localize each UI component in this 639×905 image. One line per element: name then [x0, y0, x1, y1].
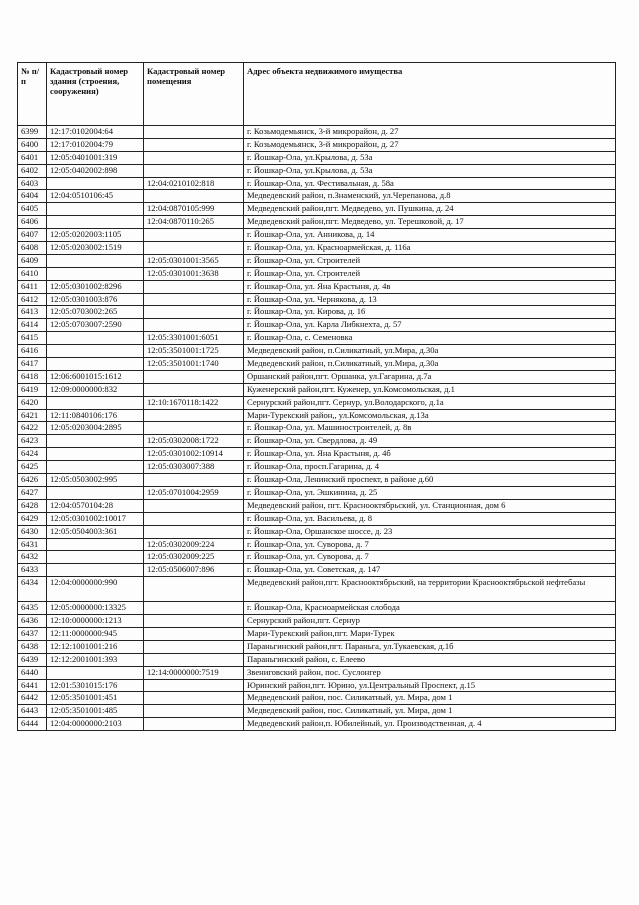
table-row: [18, 293, 616, 306]
table-row: [18, 229, 616, 242]
building-cadastral-number: [47, 551, 144, 564]
table-row: [18, 345, 616, 358]
premises-cadastral-number: [144, 692, 244, 705]
property-address: г. Йошкар-Ола, ул. Красноармейская, д. 116а: [244, 242, 616, 255]
property-address: Медведевский район,пгт. Краснооктябрьский, на территории Краснооктябрьской нефтебазы: [244, 577, 616, 602]
row-number: 6437: [18, 627, 47, 640]
property-registry-table: [17, 62, 616, 731]
building-cadastral-number: 12:05:0703002:265: [47, 306, 144, 319]
property-address: г. Козьмодемьянск, 3-й микрорайон, д. 27: [244, 138, 616, 151]
table-row: [18, 512, 616, 525]
row-number: 6403: [18, 177, 47, 190]
premises-cadastral-number: 12:05:0303007:388: [144, 461, 244, 474]
table-row: [18, 564, 616, 577]
premises-cadastral-number: [144, 409, 244, 422]
property-address: Юринский район,пгт. Юрино, ул.Центральный Проспект, д.15: [244, 679, 616, 692]
table-row: [18, 486, 616, 499]
row-number: 6431: [18, 538, 47, 551]
building-cadastral-number: 12:04:0510106:45: [47, 190, 144, 203]
building-cadastral-number: 12:11:0000000:945: [47, 627, 144, 640]
table-row: [18, 627, 616, 640]
row-number: 6408: [18, 242, 47, 255]
row-number: 6434: [18, 577, 47, 602]
table-row: [18, 151, 616, 164]
building-cadastral-number: [47, 203, 144, 216]
property-address: г. Йошкар-Ола, ул. Строителей: [244, 267, 616, 280]
table-row: [18, 705, 616, 718]
table-header-row: [18, 63, 616, 126]
premises-cadastral-number: 12:10:1670118:1422: [144, 396, 244, 409]
property-address: Мари-Турекский район,пгт. Мари-Турек: [244, 627, 616, 640]
premises-cadastral-number: [144, 126, 244, 139]
building-cadastral-number: 12:04:0570104:28: [47, 499, 144, 512]
premises-cadastral-number: [144, 280, 244, 293]
building-cadastral-number: 12:05:0504003:361: [47, 525, 144, 538]
row-number: 6414: [18, 319, 47, 332]
row-number: 6401: [18, 151, 47, 164]
property-address: Медведевский район, п.Знаменский, ул.Черепанова, д.8: [244, 190, 616, 203]
table-row: [18, 280, 616, 293]
premises-cadastral-number: [144, 319, 244, 332]
property-address: г. Йошкар-Ола, ул. Машиностроителей, д. 8в: [244, 422, 616, 435]
property-address: Медведевский район,п. Юбилейный, ул. Производственная, д. 4: [244, 718, 616, 731]
building-cadastral-number: 12:12:1001001:216: [47, 640, 144, 653]
premises-cadastral-number: [144, 306, 244, 319]
building-cadastral-number: 12:04:0000000:990: [47, 577, 144, 602]
property-address: Параньгинский район, с. Елеево: [244, 653, 616, 666]
table-row: [18, 383, 616, 396]
premises-cadastral-number: 12:04:0870110:265: [144, 216, 244, 229]
building-cadastral-number: [47, 267, 144, 280]
table-row: [18, 435, 616, 448]
property-address: г. Йошкар-Ола, ул. Васильева, д. 8: [244, 512, 616, 525]
row-number: 6426: [18, 474, 47, 487]
premises-cadastral-number: [144, 718, 244, 731]
property-address: Параньгинский район,пгт. Параньга, ул.Тукаевская, д.1б: [244, 640, 616, 653]
building-cadastral-number: 12:05:0703007:2590: [47, 319, 144, 332]
table-row: [18, 461, 616, 474]
premises-cadastral-number: [144, 653, 244, 666]
building-cadastral-number: [47, 358, 144, 371]
premises-cadastral-number: [144, 190, 244, 203]
building-cadastral-number: 12:12:2001001:393: [47, 653, 144, 666]
property-address: г. Йошкар-Ола, ул. Эшкинина, д. 25: [244, 486, 616, 499]
row-number: 6416: [18, 345, 47, 358]
row-number: 6412: [18, 293, 47, 306]
building-cadastral-number: [47, 564, 144, 577]
table-row: [18, 551, 616, 564]
property-address: Медведевский район, п.Силикатный, ул.Мира, д.30а: [244, 345, 616, 358]
premises-cadastral-number: [144, 229, 244, 242]
property-address: Медведевский район, пос. Силикатный, ул. Мира, дом 1: [244, 705, 616, 718]
building-cadastral-number: [47, 666, 144, 679]
row-number: 6421: [18, 409, 47, 422]
building-cadastral-number: 12:05:0301002:8296: [47, 280, 144, 293]
table-row: [18, 254, 616, 267]
building-cadastral-number: [47, 254, 144, 267]
property-address: Куженерский район,пгт. Куженер, ул.Комсомольская, д.1: [244, 383, 616, 396]
premises-cadastral-number: 12:05:0301001:3565: [144, 254, 244, 267]
building-cadastral-number: [47, 216, 144, 229]
row-number: 6427: [18, 486, 47, 499]
building-cadastral-number: 12:01:5301015:176: [47, 679, 144, 692]
building-cadastral-number: 12:05:3501001:485: [47, 705, 144, 718]
row-number: 6405: [18, 203, 47, 216]
row-number: 6424: [18, 448, 47, 461]
premises-cadastral-number: 12:05:3501001:1725: [144, 345, 244, 358]
table-row: [18, 474, 616, 487]
property-address: г. Йошкар-Ола, ул. Яна Крастыня, д. 4б: [244, 448, 616, 461]
table-row: [18, 242, 616, 255]
row-number: 6423: [18, 435, 47, 448]
table-row: [18, 499, 616, 512]
table-row: [18, 358, 616, 371]
row-number: 6411: [18, 280, 47, 293]
table-row: [18, 319, 616, 332]
building-cadastral-number: [47, 486, 144, 499]
row-number: 6436: [18, 615, 47, 628]
table-row: [18, 190, 616, 203]
row-number: 6425: [18, 461, 47, 474]
premises-cadastral-number: [144, 293, 244, 306]
table-row: [18, 615, 616, 628]
premises-cadastral-number: [144, 164, 244, 177]
property-address: Медведевский район,пгт. Медведево, ул. Пушкина, д. 24: [244, 203, 616, 216]
table-row: [18, 409, 616, 422]
row-number: 6422: [18, 422, 47, 435]
row-number: 6432: [18, 551, 47, 564]
premises-cadastral-number: [144, 474, 244, 487]
premises-cadastral-number: 12:14:0000000:7519: [144, 666, 244, 679]
table-row: [18, 306, 616, 319]
row-number: 6428: [18, 499, 47, 512]
table-row: [18, 602, 616, 615]
premises-cadastral-number: [144, 242, 244, 255]
property-address: г. Йошкар-Ола, ул.Крылова, д. 53а: [244, 151, 616, 164]
premises-cadastral-number: 12:04:0210102:818: [144, 177, 244, 190]
building-cadastral-number: 12:10:0000000:1213: [47, 615, 144, 628]
premises-cadastral-number: 12:05:0301002:10914: [144, 448, 244, 461]
row-number: 6406: [18, 216, 47, 229]
premises-cadastral-number: [144, 705, 244, 718]
row-number: 6440: [18, 666, 47, 679]
row-number: 6413: [18, 306, 47, 319]
row-number: 6399: [18, 126, 47, 139]
row-number: 6420: [18, 396, 47, 409]
premises-cadastral-number: 12:05:0302009:225: [144, 551, 244, 564]
building-cadastral-number: [47, 332, 144, 345]
property-address: г. Йошкар-Ола, ул. Суворова, д. 7: [244, 538, 616, 551]
table-row: [18, 332, 616, 345]
premises-cadastral-number: [144, 370, 244, 383]
property-address: Звениговский район, пос. Суслонгер: [244, 666, 616, 679]
table-row: [18, 538, 616, 551]
building-cadastral-number: 12:17:0102004:79: [47, 138, 144, 151]
table-row: [18, 653, 616, 666]
property-address: г. Йошкар-Ола, ул. Чернякова, д. 13: [244, 293, 616, 306]
table-row: [18, 666, 616, 679]
premises-cadastral-number: 12:05:0302008:1722: [144, 435, 244, 448]
row-number: 6404: [18, 190, 47, 203]
row-number: 6409: [18, 254, 47, 267]
property-address: г. Козьмодемьянск, 3-й микрорайон, д. 27: [244, 126, 616, 139]
premises-cadastral-number: 12:05:0701004:2959: [144, 486, 244, 499]
table-row: [18, 718, 616, 731]
table-row: [18, 577, 616, 602]
premises-cadastral-number: [144, 138, 244, 151]
building-cadastral-number: 12:05:0000000:13325: [47, 602, 144, 615]
table-row: [18, 640, 616, 653]
premises-cadastral-number: 12:05:0302009:224: [144, 538, 244, 551]
property-address: Сернурский район,пгт. Сернур: [244, 615, 616, 628]
property-address: г. Йошкар-Ола, ул. Карла Либкнехта, д. 57: [244, 319, 616, 332]
table-row: [18, 177, 616, 190]
premises-cadastral-number: [144, 640, 244, 653]
table-row: [18, 525, 616, 538]
row-number: 6438: [18, 640, 47, 653]
table-row: [18, 679, 616, 692]
row-number: 6443: [18, 705, 47, 718]
table-row: [18, 138, 616, 151]
property-address: г. Йошкар-Ола, ул. Свердлова, д. 49: [244, 435, 616, 448]
row-number: 6433: [18, 564, 47, 577]
premises-cadastral-number: [144, 577, 244, 602]
row-number: 6444: [18, 718, 47, 731]
header-address: Адрес объекта недвижимого имущества: [244, 63, 616, 126]
premises-cadastral-number: [144, 512, 244, 525]
property-address: г. Йошкар-Ола, Красноармейская слобода: [244, 602, 616, 615]
table-row: [18, 422, 616, 435]
premises-cadastral-number: [144, 525, 244, 538]
row-number: 6439: [18, 653, 47, 666]
property-address: г. Йошкар-Ола, ул. Фестивальная, д. 58а: [244, 177, 616, 190]
row-number: 6442: [18, 692, 47, 705]
building-cadastral-number: 12:06:6001015:1612: [47, 370, 144, 383]
building-cadastral-number: [47, 345, 144, 358]
row-number: 6435: [18, 602, 47, 615]
property-address: г. Йошкар-Ола, ул. Яна Крастыня, д. 4в: [244, 280, 616, 293]
building-cadastral-number: [47, 396, 144, 409]
premises-cadastral-number: 12:04:0870105:999: [144, 203, 244, 216]
property-address: г. Йошкар-Ола, ул. Кирова, д. 16: [244, 306, 616, 319]
property-address: г. Йошкар-Ола, ул.Крылова, д. 53а: [244, 164, 616, 177]
row-number: 6429: [18, 512, 47, 525]
building-cadastral-number: 12:05:0401001:319: [47, 151, 144, 164]
table-row: [18, 692, 616, 705]
building-cadastral-number: 12:05:0301003:876: [47, 293, 144, 306]
row-number: 6415: [18, 332, 47, 345]
property-address: г. Йошкар-Ола, ул. Строителей: [244, 254, 616, 267]
table-row: [18, 396, 616, 409]
row-number: 6407: [18, 229, 47, 242]
header-number: № п/п: [18, 63, 47, 126]
row-number: 6400: [18, 138, 47, 151]
premises-cadastral-number: 12:05:3501001:1740: [144, 358, 244, 371]
property-address: г. Йошкар-Ола, ул. Советская, д. 147: [244, 564, 616, 577]
row-number: 6410: [18, 267, 47, 280]
row-number: 6418: [18, 370, 47, 383]
header-premises-cadastral: Кадастровый номер помещения: [144, 63, 244, 126]
premises-cadastral-number: [144, 422, 244, 435]
building-cadastral-number: 12:05:0203002:1519: [47, 242, 144, 255]
premises-cadastral-number: 12:05:0506007:896: [144, 564, 244, 577]
premises-cadastral-number: [144, 383, 244, 396]
header-building-cadastral: Кадастровый номер здания (строения, сооружения): [47, 63, 144, 126]
table-row: [18, 448, 616, 461]
premises-cadastral-number: [144, 679, 244, 692]
property-address: Мари-Турекский район,, ул.Комсомольская, д.13а: [244, 409, 616, 422]
row-number: 6419: [18, 383, 47, 396]
building-cadastral-number: [47, 461, 144, 474]
property-address: Медведевский район, пгт. Краснооктябрьский, ул. Станционная, дом 6: [244, 499, 616, 512]
building-cadastral-number: 12:05:3501001:451: [47, 692, 144, 705]
premises-cadastral-number: [144, 499, 244, 512]
property-address: г. Йошкар-Ола, Оршанское шоссе, д. 23: [244, 525, 616, 538]
property-address: г. Йошкар-Ола, просп.Гагарина, д. 4: [244, 461, 616, 474]
premises-cadastral-number: 12:05:0301001:3638: [144, 267, 244, 280]
table-row: [18, 164, 616, 177]
property-address: Сернурский район,пгт. Сернур, ул.Володарского, д.1а: [244, 396, 616, 409]
row-number: 6402: [18, 164, 47, 177]
property-address: Медведевский район, пос. Силикатный, ул. Мира, дом 1: [244, 692, 616, 705]
building-cadastral-number: [47, 177, 144, 190]
building-cadastral-number: [47, 435, 144, 448]
building-cadastral-number: 12:05:0503002:995: [47, 474, 144, 487]
building-cadastral-number: [47, 448, 144, 461]
building-cadastral-number: 12:17:0102004:64: [47, 126, 144, 139]
building-cadastral-number: 12:05:0203004:2895: [47, 422, 144, 435]
row-number: 6441: [18, 679, 47, 692]
table-row: [18, 267, 616, 280]
premises-cadastral-number: [144, 602, 244, 615]
premises-cadastral-number: [144, 615, 244, 628]
building-cadastral-number: 12:05:0202003:1105: [47, 229, 144, 242]
table-row: [18, 216, 616, 229]
property-address: г. Йошкар-Ола, ул. Анникова, д. 14: [244, 229, 616, 242]
property-address: г. Йошкар-Ола, ул. Суворова, д. 7: [244, 551, 616, 564]
table-row: [18, 203, 616, 216]
building-cadastral-number: 12:04:0000000:2103: [47, 718, 144, 731]
premises-cadastral-number: [144, 151, 244, 164]
row-number: 6430: [18, 525, 47, 538]
building-cadastral-number: 12:11:0840106:176: [47, 409, 144, 422]
building-cadastral-number: 12:05:0301002:10017: [47, 512, 144, 525]
building-cadastral-number: 12:09:0000000:832: [47, 383, 144, 396]
premises-cadastral-number: [144, 627, 244, 640]
table-row: [18, 370, 616, 383]
property-address: Медведевский район,пгт. Медведево, ул. Терешковой, д. 17: [244, 216, 616, 229]
table-row: [18, 126, 616, 139]
building-cadastral-number: 12:05:0402002:898: [47, 164, 144, 177]
property-address: г. Йошкар-Ола, Ленинский проспект, в районе д.60: [244, 474, 616, 487]
property-address: Оршанский район,пгт. Оршанка, ул.Гагарина, д.7а: [244, 370, 616, 383]
building-cadastral-number: [47, 538, 144, 551]
premises-cadastral-number: 12:05:3301001:6051: [144, 332, 244, 345]
property-address: Медведевский район, п.Силикатный, ул.Мира, д.30а: [244, 358, 616, 371]
table-body: [18, 126, 616, 731]
row-number: 6417: [18, 358, 47, 371]
property-address: г. Йошкар-Ола, с. Семеновка: [244, 332, 616, 345]
